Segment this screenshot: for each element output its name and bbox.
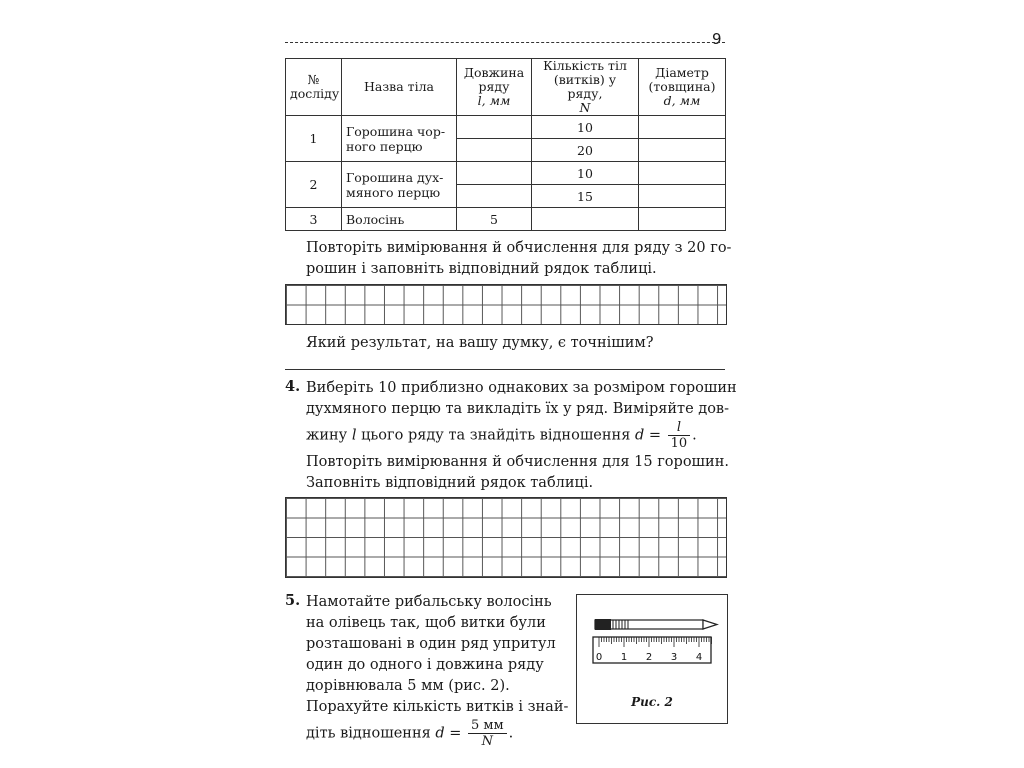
task-5-text: Намотайте рибальську волосінь на олівець так, щоб витки були розташовані в один ряд упритул один до одного і довжина ряду дорівнювала 5 мм (рис. 2). Порахуйте кількість витків і знай- [306,594,569,715]
diameter-cell [639,162,726,185]
task-4-text: Виберіть 10 приблизно однакових за розміром горошин духмяного перцю та викладіть їх у ряд. Виміряйте дов- [306,380,737,417]
task-4-formula-line: жину l цього ряду та знайдіть відношення d = $\frac{l}{10}$ . [306,420,697,451]
header-body-name: Назва тіла [342,59,457,116]
ruler-label: 1 [620,652,628,663]
table-row [286,116,726,139]
length-cell [457,139,532,162]
fraction: $\frac{l}{10}$ [668,420,691,451]
row-number: 3 [286,208,342,231]
figure-caption: Рис. 2 [631,695,673,709]
ruler-label: 3 [670,652,678,663]
page-number: 9 [712,30,722,48]
table-row [286,162,726,185]
ruler-label: 2 [645,652,653,663]
count-cell: 10 [532,162,639,185]
diameter-cell [639,185,726,208]
header-rule [285,42,725,43]
task-5-formula-line: діть відношення d = $\frac{5 мм}{N}$ . [306,718,514,749]
length-cell [457,185,532,208]
header-diameter: Діаметр (товщина) d, мм [639,59,726,116]
figure-2 [576,594,728,724]
row-body-name: Горошина чор- ного перцю [342,116,457,162]
count-cell: 20 [532,139,639,162]
measurement-table [285,58,726,231]
row-number: 2 [286,162,342,208]
table-row [286,208,726,231]
ruler-icon [593,637,712,663]
length-cell: 5 [457,208,532,231]
diameter-cell [639,139,726,162]
pencil-ruler-illustration [577,595,727,690]
ruler-label: 4 [695,652,703,663]
question-text: Який результат, на вашу думку, є точнішим? [306,335,654,351]
pencil-icon [595,619,717,630]
header-row-length: Довжина ряду l, мм [457,59,532,116]
count-cell [532,208,639,231]
diameter-cell [639,208,726,231]
row-body-name: Волосінь [342,208,457,231]
answer-grid-2[interactable] [285,497,727,578]
length-cell [457,116,532,139]
fraction: $\frac{5 мм}{N}$ [468,718,507,749]
count-cell: 15 [532,185,639,208]
header-count: Кількість тіл (витків) у ряду, N [532,59,639,116]
answer-line[interactable] [285,369,725,370]
diameter-cell [639,116,726,139]
length-cell [457,162,532,185]
task-4-repeat: Повторіть вимірювання й обчислення для 15 горошин. Заповніть відповідний рядок таблиці. [306,454,729,491]
header-experiment-number: № досліду [286,59,342,116]
task-5-number: 5. [285,592,301,609]
row-body-name: Горошина дух- мяного перцю [342,162,457,208]
table-header-row [286,59,726,116]
answer-grid-1[interactable] [285,284,727,325]
count-cell: 10 [532,116,639,139]
repeat-20-paragraph: Повторіть вимірювання й обчислення для ряду з 20 го- рошин і заповніть відповідний рядок таблиці. [306,240,732,277]
ruler-label: 0 [595,652,603,663]
row-number: 1 [286,116,342,162]
task-4-number: 4. [285,378,301,395]
